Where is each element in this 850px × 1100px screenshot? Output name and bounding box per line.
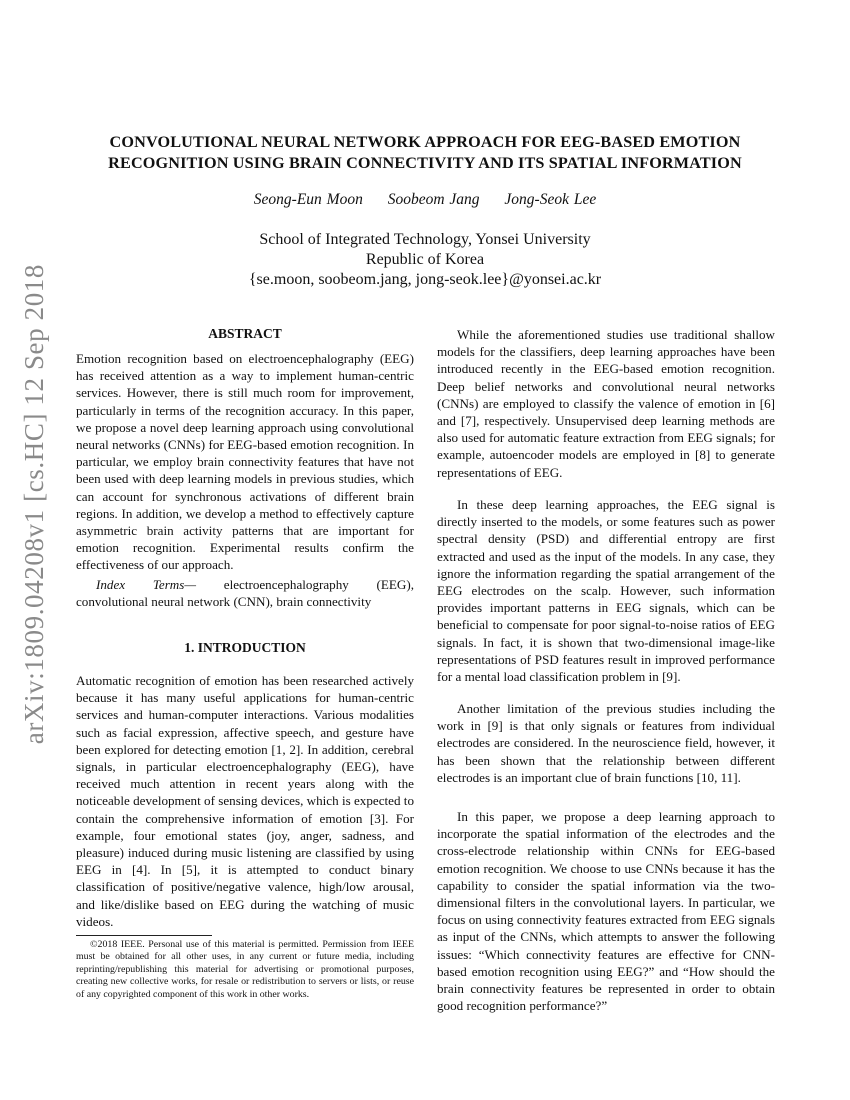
title-line-1: CONVOLUTIONAL NEURAL NETWORK APPROACH FOR EEG-BASED EMOTION — [109, 133, 741, 151]
intro-paragraph-2-text: While the aforementioned studies use traditional shallow models for the classifiers, deep learning approaches have been introduced recently in the EEG-based emotion recognition. Deep belief networks and convolutional neural networks (CNNs) are employed to classify the valence of emotion in [6] and [7], respectively. Unsupervised deep learning methods are also used for automatic feature extraction from EEG signals; for example, autoencoder models are employed in [8] to generate representations of EEG. — [437, 327, 775, 480]
title-line-2: RECOGNITION USING BRAIN CONNECTIVITY AND ITS SPATIAL INFORMATION — [108, 154, 742, 172]
introduction-paragraph-3 — [437, 496, 775, 685]
abstract-body — [76, 350, 414, 574]
author-list — [60, 191, 790, 209]
footnote-rule — [76, 935, 212, 936]
author-1: Seong-Eun Moon — [253, 191, 363, 208]
affiliation — [60, 230, 790, 290]
paper-title — [60, 132, 790, 174]
introduction-paragraph-5 — [437, 808, 775, 1014]
introduction-paragraph-1 — [76, 672, 414, 930]
footnote-text: ©2018 IEEE. Personal use of this material is permitted. Permission from IEEE must be obtained for all other uses, in any current or future media, including reprinting/republishing this material for advertising or promotional purposes, creating new collective works, for resale or redistribution to servers or lists, or reuse of any copyrighted component of this work in other works. — [76, 939, 414, 1000]
copyright-footnote — [76, 939, 414, 1001]
introduction-paragraph-2 — [437, 326, 775, 481]
arxiv-identifier-text: arXiv:1809.04208v1 [cs.HC] 12 Sep 2018 — [18, 263, 49, 745]
affiliation-emails: {se.moon, soobeom.jang, jong-seok.lee}@yonsei.ac.kr — [248, 271, 602, 288]
introduction-heading: 1. INTRODUCTION — [184, 640, 306, 655]
abstract-heading: ABSTRACT — [208, 326, 282, 341]
affiliation-institution: School of Integrated Technology, Yonsei University — [259, 231, 591, 248]
author-2: Soobeom Jang — [387, 191, 480, 208]
intro-paragraph-3-text: In these deep learning approaches, the EEG signal is directly inserted to the models, or some features such as power spectral density (PSD) and differential entropy are first extracted and used as the input of the models. In any case, they ignore the information regarding the spatial arrangement of the EEG electrodes on the scalp. However, such information provides important patterns in EEG signals, which can be beneficial to compensate for poor signal-to-noise ratios of EEG signals. In fact, it is shown that two-dimensional image-like representations of PSD features result in improved performance for a mental load classification problem in [9]. — [437, 497, 775, 685]
intro-paragraph-5-text: In this paper, we propose a deep learning approach to incorporate the spatial information of the electrodes and the cross-electrode relationship within CNNs for EEG-based emotion recognition. We choose to use CNNs because it has the capability to consider the spatial information via the two-dimensional filters in the convolutional layers. In particular, we focus on using connectivity features extracted from EEG signals as input of the CNNs, which attempts to answer the following issues: “Which connectivity features are effective for CNN-based emotion recognition using EEG?” and “How should the brain connectivity features be represented in order to obtain good recognition performance?” — [437, 809, 775, 1014]
introduction-paragraph-4 — [437, 700, 775, 786]
arxiv-identifier — [14, 264, 54, 744]
intro-paragraph-1-text: Automatic recognition of emotion has been researched actively because it has many useful applications for human-centric services and human-computer interactions. Various modalities such as facial expression, affective speech, and gesture have been explored for detecting emotion [1, 2]. In addition, cerebral signals, in particular electroencephalography (EEG), have received much attention in recent years along with the noticeable development of sensing devices, which is expected to contain the comprehensive information of emotion [3]. For example, four emotional states (joy, anger, sadness, and pleasure) induced during music listening are classified by using EEG in [4]. In [5], it is attempted to conduct binary classification of positive/negative valence, high/low arousal, and like/dislike based on EEG during the watching of music videos. — [76, 673, 414, 929]
index-terms-label: Index Terms— — [96, 577, 197, 592]
abstract-text: Emotion recognition based on electroencephalography (EEG) has received attention as a way to implement human-centric services. However, there is still much room for improvement, particularly in terms of the recognition accuracy. In this paper, we propose a novel deep learning approach using convolutional neural networks (CNNs) for EEG-based emotion recognition. In particular, we employ brain connectivity features that have not been used with deep learning models in previous studies, which can account for synchronous activations of different brain regions. In addition, we develop a method to effectively capture asymmetric brain activity patterns that are important for emotion recognition. Experimental results confirm the effectiveness of our approach. — [76, 351, 414, 573]
index-terms — [76, 576, 414, 610]
author-3: Jong-Seok Lee — [504, 191, 597, 208]
affiliation-country: Republic of Korea — [365, 251, 485, 268]
intro-paragraph-4-text: Another limitation of the previous studies including the work in [9] is that only signals or features from individual electrodes are considered. In the neuroscience field, however, it has been shown that the relationship between different electrodes is an important clue of brain functions [10, 11]. — [437, 701, 775, 785]
index-terms-text: electroencephalography (EEG), convolutional neural network (CNN), brain connectivity — [76, 577, 414, 610]
